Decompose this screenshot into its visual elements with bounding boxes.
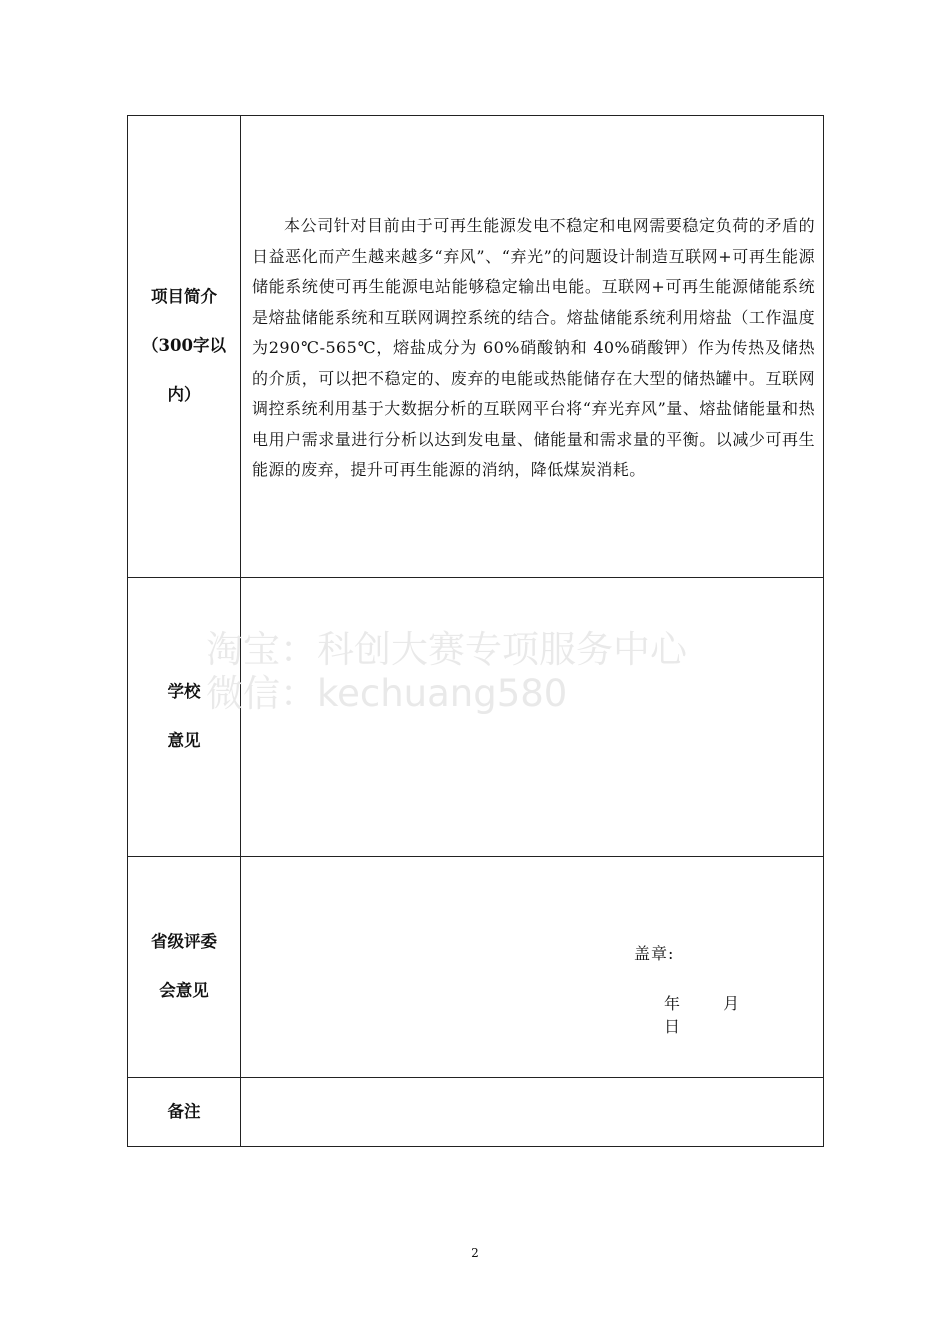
summary-text: 本公司针对目前由于可再生能源发电不稳定和电网需要稳定负荷的矛盾的日益恶化而产生越来越多“弃风”、“弃光”的问题设计制造互联网+可再生能源储能系统使可再生能源电站能够稳定输出电能。互联网+可再生能源储能系统是熔盐储能系统和互联网调控系统的结合。熔盐储能系统利用熔盐（工作温度为290℃-565℃，熔盐成分为 60%硝酸钠和 40%硝酸钾）作为传热及储热的介质，可以把不稳定的、废弃的电能或热能储存在大型的储热罐中。互联网调控系统利用基于大数据分析的互联网平台将“弃光弃风”量、熔盐储能量和热电用户需求量进行分析以达到发电量、储能量和需求量的平衡。以减少可再生能源的废弃，提升可再生能源的消纳，降低煤炭消耗。: [252, 216, 815, 480]
date-month-label: 月: [723, 994, 740, 1013]
stamp-label: 盖章:: [634, 944, 675, 963]
remarks-row: [128, 1078, 824, 1147]
provincial-opinion-content: [241, 857, 824, 1078]
remarks-content: [241, 1078, 824, 1147]
school-opinion-row: [128, 578, 824, 857]
watermark-line-1: 淘宝：科创大赛专项服务中心: [206, 628, 687, 671]
school-opinion-label: [128, 578, 241, 857]
page-number: 2: [471, 1246, 479, 1260]
school-opinion-content: [241, 578, 824, 857]
provincial-opinion-label-line: 会意见: [159, 981, 209, 1000]
application-form-table: [127, 115, 824, 1147]
stamp-area: [241, 857, 823, 1077]
summary-label: [128, 116, 241, 578]
watermark-line-2: 微信：kechuang580: [206, 672, 568, 715]
date-year-label: 年: [664, 994, 681, 1013]
provincial-opinion-label: [128, 857, 241, 1078]
summary-row: [128, 116, 824, 578]
school-opinion-label-line: 学校: [167, 682, 201, 702]
summary-label-line: （300字以: [142, 336, 226, 356]
summary-label-line: 内）: [167, 384, 201, 404]
school-opinion-label-line: 意见: [167, 731, 201, 750]
remarks-label: 备注: [128, 1078, 241, 1147]
date-day-label: 日: [664, 1017, 681, 1036]
summary-label-line: 项目简介: [151, 287, 217, 307]
provincial-opinion-row: [128, 857, 824, 1078]
summary-content-cell: [241, 116, 824, 578]
provincial-opinion-label-line: 省级评委: [151, 932, 217, 952]
date-line: [664, 991, 823, 1037]
